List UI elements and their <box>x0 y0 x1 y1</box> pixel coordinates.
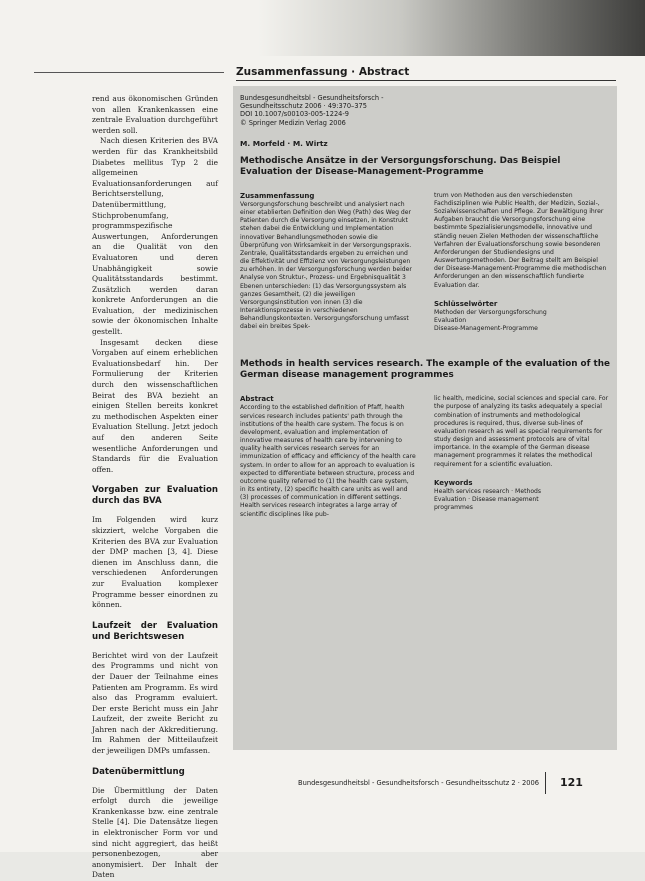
body-paragraph: Insgesamt decken diese Vorgaben auf einem erheblichen Evaluationsbedarf hin. Der Formulierung der Kriterien durch den wissenschaftlichen Beirat des BVA bezieht an einigen Stellen bereits konkret zu methodischen Aspekten einer Evaluation Stellung. Jetzt jedoch auf den anderen Seite wesentliche Anforderungen und Standards für die Evaluation offen. <box>92 337 218 474</box>
keywords-heading: Keywords <box>434 478 473 487</box>
page-number: 121 <box>560 776 583 789</box>
scan-shadow-band <box>0 0 645 56</box>
authors: M. Morfeld · M. Wirtz <box>240 138 328 148</box>
keyword: Health services research · Methods <box>434 487 542 495</box>
section-heading: Datenübermittlung <box>92 766 185 777</box>
doi-line: DOI 10.1007/s00103-005-1224-9 <box>240 110 349 119</box>
english-abstract-left <box>240 395 416 518</box>
abstract-text: lic health, medicine, social sciences and special care. For the purpose of analyzing its tasks adequately a special combination of instruments and methodological procedures is required, thus, diverse sub-lines of evaluation research as well as special requirements for study design and assessment protocols are of vital importance. In the example of the German disease management programmes it relates the methodical requirement for a scientific evaluation. <box>434 395 609 468</box>
german-abstract-right <box>434 192 610 334</box>
keyword: Evaluation <box>434 317 467 324</box>
running-footer: Bundesgesundheitsbl - Gesundheitsforsch - Gesundheitsschutz 2 · 2006 <box>298 779 540 787</box>
left-body-column <box>92 94 218 881</box>
body-paragraph: Nach diesen Kriterien des BVA werden für das Krankheitsbild Diabetes mellitus Typ 2 die allgemeinen Evaluationsanforderungen auf Berichtserstellung, Datenübermittlung, Stichprobenumfang, programmspezifische Auswertungen, Anforderungen an die Qualität von den Evaluatoren und deren Unabhängigkeit sowie Qualitätsstandards bestimmt. Zusätzlich werden daran konkrete Anforderungen an die Evaluation, der medizinischen sowie der ökonomischen Inhalte gestellt. <box>92 136 218 337</box>
english-abstract-block <box>240 359 610 518</box>
german-title: Methodische Ansätze in der Versorgungsforschung. Das Beispiel Evaluation der Disease-Management-Programme <box>240 155 561 177</box>
copyright-line: © Springer Medizin Verlag 2006 <box>240 118 346 127</box>
german-abstract-left <box>240 192 416 334</box>
journal-citation: Gesundheitsschutz 2006 · 49:370–375 <box>240 102 367 111</box>
abstract-text: Versorgungsforschung beschreibt und analysiert nach einer etablierten Definition den Weg (Path) des Weg der Patienten durch die Versorgung einsetzen, in Konstrukt stehen dabei die Entwicklung und Implementation innovativer Behandlungsmethoden sowie die Überprüfung von Wirksamkeit in der Versorgungspraxis. Zentrale, Qualitätsstandards ergeben zu erreichen und die Effektivität und Effizienz von Versorgungsleistungen zu erhöhen. In der Versorgungsforschung werden beider Analyse von Struktur-, Prozess- und Ergebnisqualität 3 Ebenen unterschieden: (1) das Versorgungssystem als ganzes Gesamtheit, (2) die jeweiligen Versorgungsinstitution von innen (3) die Interaktionsprozesse in verschiedenen Behandlungskontexten. Versorgungsforschung umfasst dabei ein breites Spek- <box>240 200 412 331</box>
body-paragraph: Berichtet wird von der Laufzeit des Programms und nicht von der Dauer der Teilnahme eines Patienten am Programm. Es wird also das Programm evaluiert. Der erste Bericht muss ein Jahr Laufzeit, der zweite Bericht zu Jahren nach der Akkreditierung. Im Rahmen der Mitteilaufzeit der jeweiligen DMPs umfassen. <box>92 650 218 756</box>
abstract-content <box>240 94 610 519</box>
english-abstract-right <box>434 395 610 518</box>
section-header: Zusammenfassung · Abstract <box>236 66 616 81</box>
keyword: Methoden der Versorgungsforschung <box>434 308 547 316</box>
abstract-heading: Abstract <box>240 395 274 404</box>
german-abstract <box>240 192 610 334</box>
footer-divider <box>545 772 546 794</box>
section-heading: Laufzeit der Evaluation und Berichtswesen <box>92 620 218 642</box>
keyword: Evaluation · Disease management <box>434 496 539 504</box>
section-heading: Vorgaben zur Evaluation durch das BVA <box>92 485 218 507</box>
journal-citation: Bundesgesundheitsbl - Gesundheitsforsch - <box>240 94 384 102</box>
abstract-text: According to the established definition of Pfaff, health services research includes patients' path through the institutions of the health care system. The focus is on development, evaluation and implementation of innovative measures of health care by intervening to quality health services research serves for an immunization of efficacy and efficiency of the health care system. In order to allow for an approach to evaluation is expected to differentiate between structure, process and outcome quality referred to (1) the health care system, in its entirety, (2) specific health care units as well and (3) processes of communication in different settings. Health services research integrates a large array of scientific disciplines like pub- <box>240 404 416 518</box>
english-title: Methods in health services research. The example of the evaluation of the German disease management programmes <box>240 359 610 381</box>
english-abstract <box>240 395 610 518</box>
body-paragraph: Die Übermittlung der Daten erfolgt durch die jeweilige Krankenkasse bzw. eine zentrale Stelle [4]. Die Datensätze liegen in elektronischer Form vor und sind nicht aggregiert, das heißt personenbezogen, aber anonymisiert. Der Inhalt der Daten <box>92 785 218 880</box>
body-paragraph: rend aus ökonomischen Gründen von allen Krankenkassen eine zentrale Evaluation durchgeführt werden soll. <box>92 94 218 135</box>
keywords-heading: Schlüsselwörter <box>434 299 498 308</box>
header-rule-left <box>34 72 224 73</box>
body-paragraph: Im Folgenden wird kurz skizziert, welche Vorgaben die Kriterien des BVA zur Evaluation der DMP machen [3, 4]. Diese dienen im Anschluss dann, die verschiedenen Anforderungen zur Evaluation komplexer Programme besser einordnen zu können. <box>92 515 218 610</box>
abstract-heading: Zusammenfassung <box>240 191 315 200</box>
keyword: programmes <box>434 504 473 512</box>
abstract-text: trum von Methoden aus den verschiedensten Fachdisziplinen wie Public Health, der Medizin, Sozial-, Sozialwissenschaften und Pflege. Zur Bewältigung ihrer Aufgaben braucht die Versorgungsforschung eine bestimmte Spezialisierungsmodelle, innovative und ständig neuen Zielen Methoden der wissenschaftliche Verfahren der Evaluationsforschung sowie besonderen Anforderungen der Studiendesigns und Auswertungsmethoden. Der Beitrag stellt am Beispiel der Disease-Management-Programme die methodischen Anforderungen an den wissenschaftlich fundierte Evaluation dar. <box>434 191 607 289</box>
keyword: Disease-Management-Programme <box>434 325 538 333</box>
